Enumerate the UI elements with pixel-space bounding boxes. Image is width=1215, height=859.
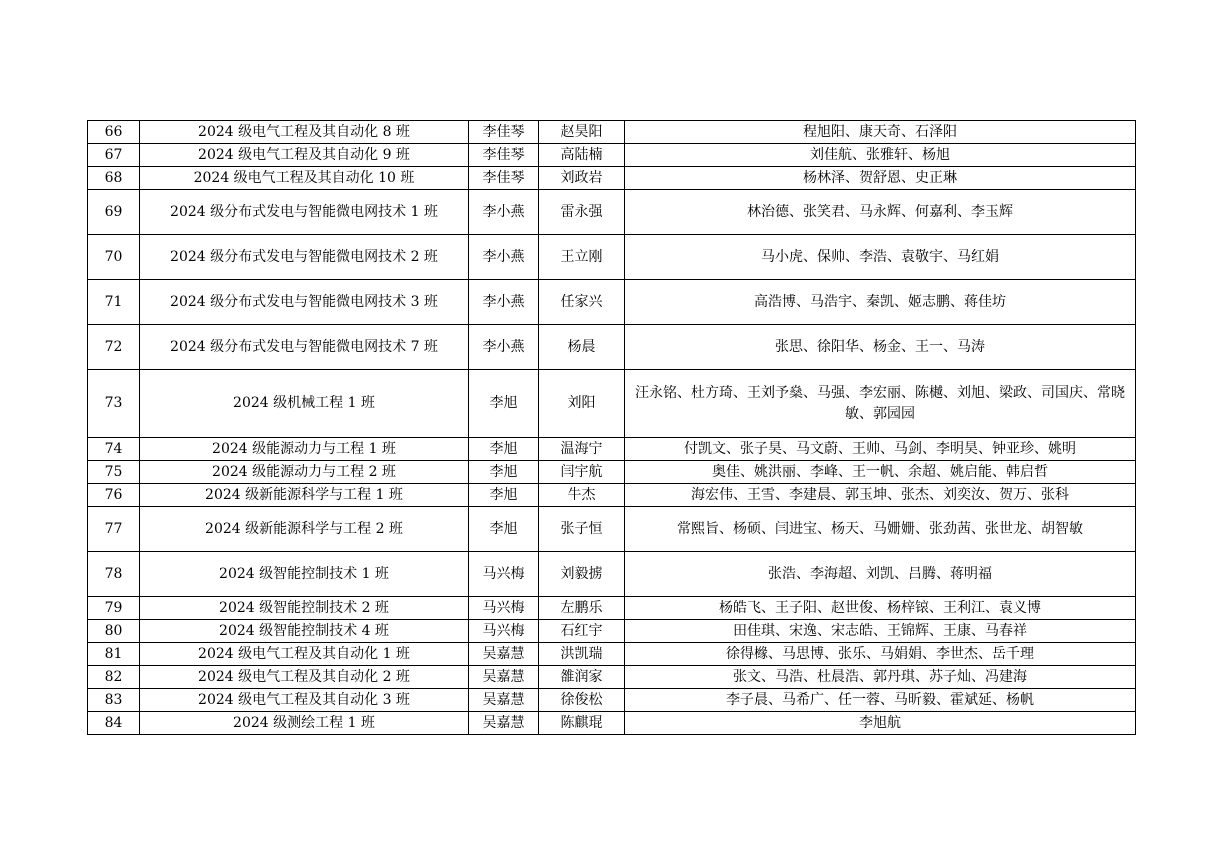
- table-row: [88, 121, 1136, 144]
- table-row: [88, 167, 1136, 190]
- class-name: 2024 级测绘工程 1 班: [140, 712, 469, 735]
- table-row: [88, 190, 1136, 235]
- teacher-name: 李小燕: [469, 280, 539, 325]
- class-name: 2024 级分布式发电与智能微电网技术 7 班: [140, 325, 469, 370]
- teacher-name: 李小燕: [469, 325, 539, 370]
- row-number: 67: [88, 144, 140, 167]
- table-row: [88, 280, 1136, 325]
- leader-name: 高陆楠: [539, 144, 625, 167]
- member-names: 马小虎、保帅、李浩、袁敬宇、马红娟: [625, 235, 1136, 280]
- member-names: 李子晨、马希广、任一蓉、马昕毅、霍斌延、杨帆: [625, 689, 1136, 712]
- class-name: 2024 级电气工程及其自动化 3 班: [140, 689, 469, 712]
- leader-name: 雒润家: [539, 666, 625, 689]
- member-names: 张文、马浩、杜晨浩、郭丹琪、苏子灿、冯建海: [625, 666, 1136, 689]
- class-name: 2024 级电气工程及其自动化 10 班: [140, 167, 469, 190]
- teacher-name: 李旭: [469, 507, 539, 552]
- table-row: [88, 507, 1136, 552]
- table-row: [88, 461, 1136, 484]
- leader-name: 刘政岩: [539, 167, 625, 190]
- leader-name: 陈麒琨: [539, 712, 625, 735]
- class-name: 2024 级智能控制技术 1 班: [140, 552, 469, 597]
- class-name: 2024 级能源动力与工程 1 班: [140, 438, 469, 461]
- member-names: 奥佳、姚洪丽、李峰、王一帆、余超、姚启能、韩启哲: [625, 461, 1136, 484]
- teacher-name: 李旭: [469, 438, 539, 461]
- teacher-name: 吴嘉慧: [469, 666, 539, 689]
- table-row: [88, 370, 1136, 438]
- table-row: [88, 666, 1136, 689]
- teacher-name: 李佳琴: [469, 167, 539, 190]
- row-number: 68: [88, 167, 140, 190]
- leader-name: 刘毅掳: [539, 552, 625, 597]
- member-names: 程旭阳、康天奇、石泽阳: [625, 121, 1136, 144]
- table-row: [88, 144, 1136, 167]
- row-number: 74: [88, 438, 140, 461]
- row-number: 77: [88, 507, 140, 552]
- row-number: 80: [88, 620, 140, 643]
- row-number: 71: [88, 280, 140, 325]
- class-name: 2024 级电气工程及其自动化 9 班: [140, 144, 469, 167]
- leader-name: 雷永强: [539, 190, 625, 235]
- member-names: 海宏伟、王雪、李建晨、郭玉坤、张杰、刘奕汝、贺万、张科: [625, 484, 1136, 507]
- class-name: 2024 级电气工程及其自动化 2 班: [140, 666, 469, 689]
- row-number: 78: [88, 552, 140, 597]
- teacher-name: 李小燕: [469, 190, 539, 235]
- leader-name: 任家兴: [539, 280, 625, 325]
- row-number: 70: [88, 235, 140, 280]
- member-names: 汪永铭、杜方琦、王刘予燊、马强、李宏丽、陈樾、刘旭、梁政、司国庆、常晓敏、郭园园: [625, 370, 1136, 438]
- row-number: 83: [88, 689, 140, 712]
- table-row: [88, 325, 1136, 370]
- class-name: 2024 级能源动力与工程 2 班: [140, 461, 469, 484]
- leader-name: 赵昊阳: [539, 121, 625, 144]
- row-number: 75: [88, 461, 140, 484]
- leader-name: 刘阳: [539, 370, 625, 438]
- leader-name: 左鹏乐: [539, 597, 625, 620]
- member-names: 徐得橼、马思博、张乐、马娟娟、李世杰、岳千理: [625, 643, 1136, 666]
- teacher-name: 李小燕: [469, 235, 539, 280]
- row-number: 69: [88, 190, 140, 235]
- table-row: [88, 438, 1136, 461]
- member-names: 张浩、李海超、刘凯、吕腾、蒋明福: [625, 552, 1136, 597]
- member-names: 杨皓飞、王子阳、赵世俊、杨梓锿、王利江、袁义博: [625, 597, 1136, 620]
- teacher-name: 李旭: [469, 484, 539, 507]
- row-number: 66: [88, 121, 140, 144]
- leader-name: 张子恒: [539, 507, 625, 552]
- row-number: 81: [88, 643, 140, 666]
- leader-name: 徐俊松: [539, 689, 625, 712]
- table-row: [88, 643, 1136, 666]
- leader-name: 牛杰: [539, 484, 625, 507]
- table-row: [88, 484, 1136, 507]
- teacher-name: 李旭: [469, 461, 539, 484]
- table-row: [88, 620, 1136, 643]
- row-number: 72: [88, 325, 140, 370]
- member-names: 杨林泽、贺舒恩、史正琳: [625, 167, 1136, 190]
- leader-name: 洪凯瑞: [539, 643, 625, 666]
- class-name: 2024 级智能控制技术 2 班: [140, 597, 469, 620]
- leader-name: 王立刚: [539, 235, 625, 280]
- class-name: 2024 级分布式发电与智能微电网技术 1 班: [140, 190, 469, 235]
- row-number: 84: [88, 712, 140, 735]
- teacher-name: 马兴梅: [469, 620, 539, 643]
- row-number: 79: [88, 597, 140, 620]
- table-row: [88, 235, 1136, 280]
- teacher-name: 马兴梅: [469, 552, 539, 597]
- class-name: 2024 级智能控制技术 4 班: [140, 620, 469, 643]
- class-name: 2024 级新能源科学与工程 1 班: [140, 484, 469, 507]
- member-names: 张思、徐阳华、杨金、王一、马涛: [625, 325, 1136, 370]
- member-names: 李旭航: [625, 712, 1136, 735]
- class-name: 2024 级分布式发电与智能微电网技术 3 班: [140, 280, 469, 325]
- table-row: [88, 712, 1136, 735]
- leader-name: 石红宇: [539, 620, 625, 643]
- class-assignment-table: [87, 120, 1136, 735]
- teacher-name: 吴嘉慧: [469, 712, 539, 735]
- row-number: 73: [88, 370, 140, 438]
- member-names: 刘佳航、张雅轩、杨旭: [625, 144, 1136, 167]
- member-names: 常熙旨、杨硕、闫进宝、杨天、马姗姗、张劲茜、张世龙、胡智敏: [625, 507, 1136, 552]
- member-names: 林治德、张笑君、马永辉、何嘉利、李玉辉: [625, 190, 1136, 235]
- table-row: [88, 689, 1136, 712]
- class-name: 2024 级分布式发电与智能微电网技术 2 班: [140, 235, 469, 280]
- teacher-name: 马兴梅: [469, 597, 539, 620]
- member-names: 付凯文、张子昊、马文蔚、王帅、马剑、李明昊、钟亚珍、姚明: [625, 438, 1136, 461]
- class-name: 2024 级新能源科学与工程 2 班: [140, 507, 469, 552]
- leader-name: 温海宁: [539, 438, 625, 461]
- class-name: 2024 级电气工程及其自动化 8 班: [140, 121, 469, 144]
- teacher-name: 李佳琴: [469, 144, 539, 167]
- table-row: [88, 552, 1136, 597]
- table-row: [88, 597, 1136, 620]
- leader-name: 杨晨: [539, 325, 625, 370]
- row-number: 76: [88, 484, 140, 507]
- teacher-name: 吴嘉慧: [469, 643, 539, 666]
- class-name: 2024 级机械工程 1 班: [140, 370, 469, 438]
- teacher-name: 李旭: [469, 370, 539, 438]
- teacher-name: 李佳琴: [469, 121, 539, 144]
- member-names: 田佳琪、宋逸、宋志皓、王锦辉、王康、马春祥: [625, 620, 1136, 643]
- member-names: 高浩博、马浩宇、秦凯、姬志鹏、蒋佳坊: [625, 280, 1136, 325]
- leader-name: 闫宇航: [539, 461, 625, 484]
- class-name: 2024 级电气工程及其自动化 1 班: [140, 643, 469, 666]
- row-number: 82: [88, 666, 140, 689]
- teacher-name: 吴嘉慧: [469, 689, 539, 712]
